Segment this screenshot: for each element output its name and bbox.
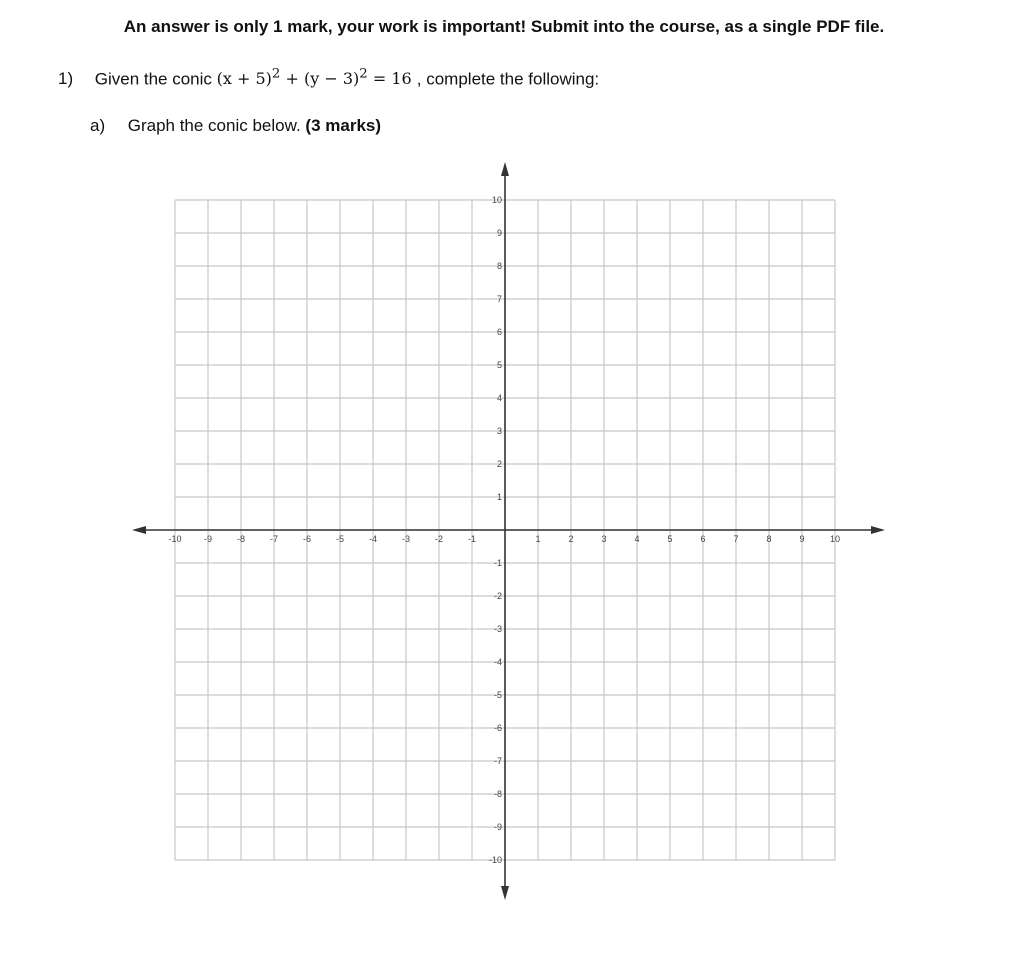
y-axis-arrow-up: [501, 162, 509, 176]
x-tick-label: 2: [568, 534, 574, 544]
x-tick-label: -7: [269, 534, 279, 544]
question-1-suffix: , complete the following:: [416, 69, 600, 89]
part-a: [90, 116, 381, 136]
question-1: [58, 67, 599, 89]
x-tick-label: 7: [733, 534, 739, 544]
x-tick-label: -8: [236, 534, 246, 544]
x-tick-label: -2: [434, 534, 444, 544]
x-tick-label: 4: [634, 534, 640, 544]
part-a-text: Graph the conic below.: [127, 116, 301, 135]
part-a-marks: (3 marks): [305, 116, 382, 135]
equation-part-y: (y − 3): [303, 69, 360, 89]
x-tick-label: -4: [368, 534, 378, 544]
x-tick-label: -5: [335, 534, 345, 544]
y-tick-label: 8: [496, 261, 502, 271]
y-tick-label: 7: [496, 294, 502, 304]
conic-equation: [217, 69, 417, 88]
y-tick-label: -5: [493, 690, 502, 700]
coordinate-grid[interactable]: [120, 155, 890, 915]
question-1-number: 1): [58, 69, 74, 89]
x-tick-label: 1: [535, 534, 541, 544]
y-tick-label: -4: [493, 657, 502, 667]
y-tick-label: 6: [496, 327, 502, 337]
x-tick-label: -1: [467, 534, 477, 544]
question-1-intro: Given the conic: [94, 69, 212, 89]
x-tick-label: -9: [203, 534, 213, 544]
y-tick-label: -1: [493, 558, 502, 568]
y-tick-label: 9: [496, 228, 502, 238]
x-tick-label: 8: [766, 534, 772, 544]
x-tick-label: 3: [601, 534, 607, 544]
x-axis-arrow-left: [132, 526, 146, 534]
y-tick-label: 10: [491, 195, 502, 205]
x-tick-label: 5: [667, 534, 673, 544]
y-tick-label: -8: [493, 789, 502, 799]
x-axis-arrow-right: [871, 526, 885, 534]
y-tick-label: -2: [493, 591, 502, 601]
x-tick-label: -10: [168, 534, 182, 544]
y-tick-label: -6: [493, 723, 502, 733]
y-tick-label: 5: [496, 360, 502, 370]
equation-exponent-y: 2: [359, 67, 368, 82]
x-tick-label: 6: [700, 534, 706, 544]
y-tick-label: -7: [493, 756, 502, 766]
y-tick-label: -9: [493, 822, 502, 832]
equation-exponent-x: 2: [271, 67, 281, 82]
x-tick-label: -6: [302, 534, 312, 544]
x-tick-label: -3: [401, 534, 411, 544]
instructions-header: An answer is only 1 mark, your work is important! Submit into the course, as a single PDF file.: [123, 17, 885, 36]
y-tick-label: 1: [496, 492, 502, 502]
y-tick-label: -3: [493, 624, 502, 634]
y-tick-label: 4: [496, 393, 502, 403]
part-a-label: a): [90, 116, 106, 135]
equation-rhs: = 16: [367, 69, 412, 89]
x-tick-label: 10: [829, 534, 841, 544]
equation-plus: +: [280, 69, 304, 89]
y-tick-label: -10: [488, 855, 502, 865]
x-tick-label: 9: [799, 534, 805, 544]
y-tick-label: 2: [496, 459, 502, 469]
y-axis-arrow-down: [501, 886, 509, 900]
equation-part-x: (x + 5): [216, 69, 272, 89]
y-tick-label: 3: [496, 426, 502, 436]
